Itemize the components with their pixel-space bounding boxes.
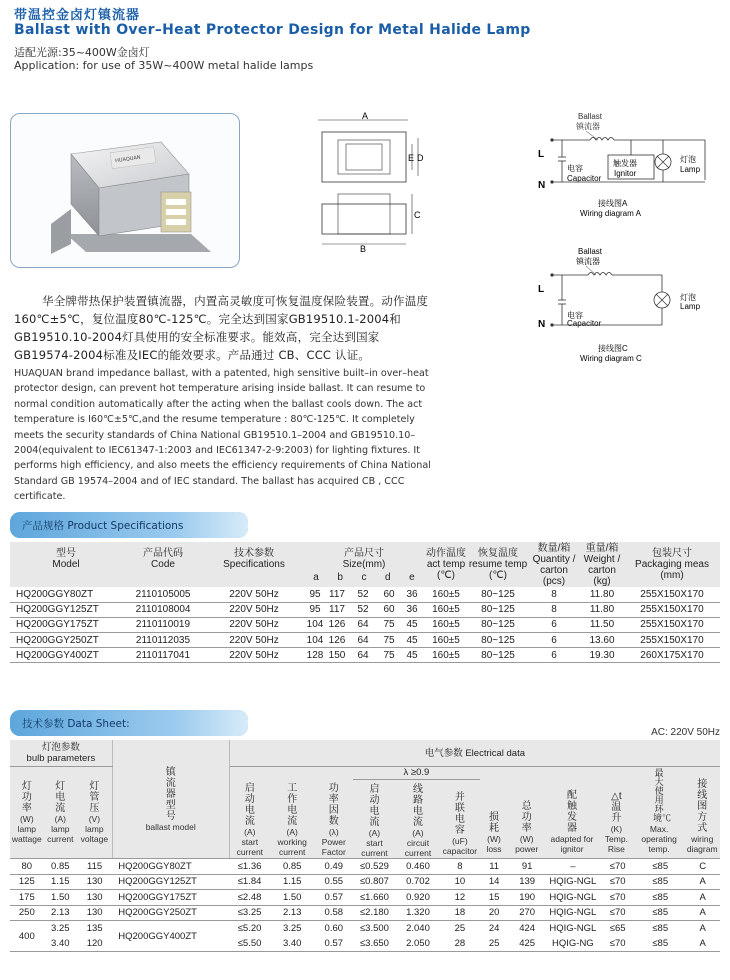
datasheet-cell-work: 1.50 xyxy=(270,890,315,906)
spec-cell-b: 126 xyxy=(328,634,346,646)
spec-cell-c: 64 xyxy=(357,649,369,661)
spec-cell-code: 2110108004 xyxy=(135,604,191,616)
spec-cell-b: 150 xyxy=(328,649,346,661)
th-cap-unit: (uF) xyxy=(452,836,468,846)
datasheet-cell-rise: ≤70 xyxy=(600,859,635,875)
th-size-a: a xyxy=(313,572,319,583)
th-current-unit: (A) xyxy=(54,814,66,824)
datasheet-cell-circuit: 2.040 xyxy=(406,923,430,934)
spec-cell-c: 52 xyxy=(357,588,369,600)
datasheet-cell-pf: 0.57 xyxy=(314,936,353,952)
spec-cell-pack: 255X150X170 xyxy=(640,588,704,600)
datasheet-cell-start: ≤1.36 xyxy=(229,859,270,875)
dim-label-e: E xyxy=(408,153,415,163)
spec-cell-pack: 255X150X170 xyxy=(640,634,704,646)
spec-cell-model: HQ200GGY80ZT xyxy=(16,588,94,600)
th-working-cn: 工作电流 xyxy=(287,783,298,827)
spec-cell-spec: 220V 50Hz xyxy=(229,619,279,631)
datasheet-cell-cap: 10 xyxy=(440,874,480,890)
datasheet-cell-ign: HQIG-NGL xyxy=(546,905,601,921)
th-act-cn: 动作温度 xyxy=(426,548,466,559)
ignitor-label-cn: 触发器 xyxy=(613,159,637,168)
th-code-cn: 产品代码 xyxy=(143,548,183,559)
ignitor-label-en: Ignitor xyxy=(614,169,637,178)
th-start-en: start current xyxy=(236,837,264,857)
spec-cell-e: 45 xyxy=(406,619,418,631)
datasheet-cell-ign: HQIG-NG xyxy=(546,936,601,952)
th-circuit-cn: 线路电流 xyxy=(412,784,423,828)
spec-cell-act: 160±5 xyxy=(432,604,460,616)
spec-cell-resume: 80~125 xyxy=(481,604,515,616)
th-pack-cn: 包装尺寸 xyxy=(652,548,692,559)
datasheet-cell-model: HQ200GGY80ZT xyxy=(112,859,229,875)
th-start2-unit: (A) xyxy=(368,828,381,838)
datasheet-cell-max: ≤85 xyxy=(635,936,685,952)
spec-cell-pack: 255X150X170 xyxy=(640,619,704,631)
dim-label-b: B xyxy=(360,244,367,252)
datasheet-cell-work: 3.40 xyxy=(270,936,315,952)
datasheet-cell-start: ≤2.48 xyxy=(229,890,270,906)
datasheet-cell-power: 139 xyxy=(509,874,546,890)
th-voltage-unit: (V) xyxy=(88,814,101,824)
spec-cell-spec: 220V 50Hz xyxy=(229,649,279,661)
spec-cell-d: 60 xyxy=(383,604,395,616)
spec-cell-a: 104 xyxy=(306,634,324,646)
th-qty-unit: (pcs) xyxy=(542,576,566,587)
datasheet-cell-start2: ≤1.660 xyxy=(353,890,396,906)
line-l: L xyxy=(538,149,545,160)
th-qty-cn: 数量/箱 xyxy=(537,543,571,554)
datasheet-cell-i: 3.25 xyxy=(51,923,70,934)
th-wattage-cn: 灯功率 xyxy=(21,781,32,814)
th-size-en: Size(mm) xyxy=(342,559,386,570)
datasheet-cell-rise: ≤65 xyxy=(609,923,626,934)
spec-cell-resume: 80~125 xyxy=(481,619,515,631)
datasheet-cell-v: 115 xyxy=(77,859,112,875)
th-tech-cn: 技术参数 xyxy=(234,548,274,559)
datasheet-cell-max: ≤85 xyxy=(635,874,685,890)
datasheet-cell-power: 425 xyxy=(509,936,546,952)
description-en: HUAQUAN brand impedance ballast, with a patented, high sensitive built–in over–heat protector design, can prevent hot temperature arising inside ballast. It can resume to normal condition automatically after the acting when the ballast cools down. The act temperature is I60℃±5℃,and the resume temperature : 80℃-125℃. It completely meets the security standards of China National GB19510.1–2004 and GB19510.10–2004(equivalent to IEC61347-1:2003 and IEC61347-2-9:2003) for lighting fixtures. It performs high efficiency, and also meets the efficiency requirements of China National Standard GB 19574–2004 and of IEC standard. The ballast has acquired CB , CCC certificate. xyxy=(14,368,431,503)
spec-cell-weight: 13.60 xyxy=(589,634,615,646)
ballast-label-cn: 镇流器 xyxy=(576,122,600,131)
spec-row xyxy=(10,648,720,663)
spec-cell-resume: 80~125 xyxy=(481,634,515,646)
datasheet-table xyxy=(10,740,720,952)
datasheet-cell-ign: – xyxy=(546,859,601,875)
th-model-en: Model xyxy=(52,559,80,570)
cap-label-cn: 电容 xyxy=(567,164,583,173)
spec-cell-qty: 8 xyxy=(551,604,557,616)
spec-cell-resume: 80~125 xyxy=(481,588,515,600)
page-title-en: Ballast with Over–Heat Protector Design for Metal Halide Lamp xyxy=(14,22,531,38)
ballast-label-en: Ballast xyxy=(578,112,603,121)
spec-cell-code: 2110117041 xyxy=(135,649,191,661)
th-weight-en1: Weight / xyxy=(583,554,621,565)
datasheet-cell-circuit: 0.702 xyxy=(396,874,440,890)
datasheet-cell-diag: A xyxy=(685,874,720,890)
datasheet-cell-start2: ≤0.529 xyxy=(353,859,396,875)
datasheet-cell-ign: HQIG-NGL xyxy=(546,874,601,890)
th-loss-cn: 损耗 xyxy=(489,812,499,834)
th-pack-unit: (mm) xyxy=(660,570,684,581)
datasheet-row xyxy=(10,921,720,937)
th-size-e: e xyxy=(409,572,415,583)
datasheet-cell-pf: 0.57 xyxy=(314,890,353,906)
th-qty-en2: carton xyxy=(540,565,568,576)
datasheet-cell-v: 130 xyxy=(77,890,112,906)
ac-note: AC: 220V 50Hz xyxy=(651,727,720,738)
datasheet-cell-model: HQ200GGY125ZT xyxy=(112,874,229,890)
datasheet-cell-ign: HQIG-NGL xyxy=(549,923,597,934)
datasheet-cell-w: 125 xyxy=(10,874,44,890)
wiring-diagram-a xyxy=(530,110,725,230)
spec-row xyxy=(10,633,720,648)
dim-label-c: C xyxy=(414,210,421,220)
th-model-cn: 型号 xyxy=(56,548,76,559)
description-cn: 华全牌带热保护装置镇流器，内置高灵敏度可恢复温度保险装置。动作温度160℃±5℃，复位温度80℃-125℃。完全达到国家GB19510.1-2004和GB19510.10-2004灯具使用的安全标准要求。能效高，完全达到国家GB19574-2004标准及IEC的能效要求。产品通过 CB、CCC 认证。 xyxy=(14,294,429,362)
spec-banner-title: 产品规格 Product Specifications xyxy=(22,520,184,532)
th-weight-en2: carton xyxy=(588,565,616,576)
th-act-unit: (℃) xyxy=(437,570,455,581)
datasheet-cell-circuit: 2.050 xyxy=(396,936,440,952)
datasheet-cell-power: 270 xyxy=(509,905,546,921)
th-tech-en: Specifications xyxy=(223,559,285,570)
spec-cell-b: 126 xyxy=(328,619,346,631)
spec-row xyxy=(10,602,720,617)
datasheet-cell-cap: 28 xyxy=(440,936,480,952)
th-rise-cn: △t温升 xyxy=(611,791,622,824)
spec-cell-spec: 220V 50Hz xyxy=(229,588,279,600)
spec-cell-model: HQ200GGY125ZT xyxy=(16,604,99,616)
datasheet-row xyxy=(10,859,720,875)
th-act-en: act temp xyxy=(426,559,466,570)
th-pf-unit: (λ) xyxy=(328,827,339,837)
spec-cell-pack: 255X150X170 xyxy=(640,604,704,616)
datasheet-cell-max: ≤85 xyxy=(635,905,685,921)
datasheet-cell-max: ≤85 xyxy=(652,923,669,934)
th-diagram-en: wiring diagram xyxy=(686,834,718,854)
spec-cell-c: 64 xyxy=(357,634,369,646)
th-start-unit: (A) xyxy=(244,827,256,837)
spec-cell-e: 36 xyxy=(406,588,418,600)
elec-group: 电气参数 Electrical data xyxy=(229,740,720,767)
th-power-cn: 总功率 xyxy=(521,801,532,834)
datasheet-cell-rise: ≤70 xyxy=(600,890,635,906)
th-ignitor-cn: 配触发器 xyxy=(567,790,578,834)
dim-label-a: A xyxy=(362,112,369,121)
datasheet-cell-rise: ≤70 xyxy=(600,936,635,952)
datasheet-cell-start: ≤1.84 xyxy=(229,874,270,890)
th-rise-en: Temp. Rise xyxy=(604,834,628,854)
spec-cell-weight: 11.80 xyxy=(589,588,615,600)
datasheet-cell-v: 130 xyxy=(77,874,112,890)
th-size-b: b xyxy=(337,572,343,583)
datasheet-cell-work: 3.25 xyxy=(282,923,302,934)
datasheet-cell-w: 400 xyxy=(10,921,44,952)
datasheet-cell-i: 2.13 xyxy=(44,905,77,921)
spec-cell-d: 75 xyxy=(383,634,395,646)
datasheet-cell-i: 1.50 xyxy=(44,890,77,906)
cap-label-cn: 电容 xyxy=(567,311,583,320)
th-size-cn: 产品尺寸 xyxy=(344,548,384,559)
th-voltage-cn: 灯管压 xyxy=(89,781,100,814)
product-photo xyxy=(10,113,240,268)
datasheet-cell-model: HQ200GGY250ZT xyxy=(112,905,229,921)
spec-cell-model: HQ200GGY250ZT xyxy=(16,634,99,646)
spec-cell-qty: 6 xyxy=(551,619,557,631)
spec-cell-act: 160±5 xyxy=(432,588,460,600)
th-qty-en1: Quantity / xyxy=(532,554,576,565)
th-circuit-unit: (A) xyxy=(412,828,424,838)
th-resume-en: resume temp xyxy=(468,559,528,570)
datasheet-cell-circuit: 0.460 xyxy=(396,859,440,875)
dimension-drawing xyxy=(308,112,428,252)
spec-cell-resume: 80~125 xyxy=(481,649,515,661)
th-current-cn: 灯电流 xyxy=(55,781,66,814)
datasheet-cell-diag: A xyxy=(685,890,720,906)
datasheet-cell-work: 0.85 xyxy=(270,859,315,875)
th-power-en: power xyxy=(515,844,539,854)
datasheet-cell-diag: A xyxy=(699,923,706,934)
spec-cell-a: 104 xyxy=(306,619,324,631)
spec-header-row xyxy=(10,542,720,587)
datasheet-cell-max: ≤85 xyxy=(635,890,685,906)
th-resume-unit: (℃) xyxy=(489,570,507,581)
datasheet-cell-i: 1.15 xyxy=(44,874,77,890)
page-title-cn: 带温控金卤灯镇流器 xyxy=(14,8,141,23)
spec-cell-e: 45 xyxy=(406,634,418,646)
datasheet-cell-cap: 8 xyxy=(440,859,480,875)
th-wattage-en: lamp wattage xyxy=(11,824,42,844)
spec-cell-weight: 11.80 xyxy=(589,604,615,616)
th-loss-en: loss xyxy=(486,844,502,854)
datasheet-cell-loss: 11 xyxy=(480,859,509,875)
datasheet-cell-start2: ≤0.807 xyxy=(353,874,396,890)
datasheet-cell-diag: A xyxy=(685,905,720,921)
spec-cell-d: 75 xyxy=(383,649,395,661)
datasheet-cell-w: 175 xyxy=(10,890,44,906)
th-voltage-en: lamp voltage xyxy=(80,824,109,844)
spec-cell-d: 75 xyxy=(383,619,395,631)
datasheet-cell-w: 80 xyxy=(10,859,44,875)
datasheet-cell-v: 120 xyxy=(77,936,112,952)
datasheet-row xyxy=(10,905,720,921)
spec-cell-spec: 220V 50Hz xyxy=(229,604,279,616)
spec-cell-a: 128 xyxy=(306,649,324,661)
th-model-en: ballast model xyxy=(145,821,196,832)
spec-cell-spec: 220V 50Hz xyxy=(229,634,279,646)
datasheet-cell-pf: 0.49 xyxy=(314,859,353,875)
datasheet-cell-pf: 0.58 xyxy=(314,905,353,921)
spec-cell-a: 95 xyxy=(309,588,321,600)
th-pf-cn: 功率因数 xyxy=(328,783,339,827)
spec-cell-model: HQ200GGY175ZT xyxy=(16,619,99,631)
spec-cell-e: 36 xyxy=(406,604,418,616)
datasheet-cell-circuit: 0.920 xyxy=(396,890,440,906)
datasheet-cell-pf: 0.55 xyxy=(314,874,353,890)
spec-cell-qty: 6 xyxy=(551,649,557,661)
datasheet-cell-circuit: 1.320 xyxy=(396,905,440,921)
subtitle-en: Application: for use of 35W~400W metal halide lamps xyxy=(14,59,314,72)
datasheet-cell-v: 130 xyxy=(77,905,112,921)
datasheet-cell-model: HQ200GGY175ZT xyxy=(112,890,229,906)
spec-table xyxy=(10,542,720,663)
bulb-group-cn: 灯泡参数 xyxy=(41,742,80,753)
datasheet-cell-loss: 24 xyxy=(488,923,500,934)
spec-cell-weight: 11.50 xyxy=(589,619,615,631)
th-ignitor-en: adapted for ignitor xyxy=(550,834,594,854)
th-cap-en: capacitor xyxy=(442,846,478,856)
spec-row xyxy=(10,617,720,632)
datasheet-cell-ign: HQIG-NGL xyxy=(546,890,601,906)
th-start2-en: start current xyxy=(361,838,388,858)
datasheet-cell-max: ≤85 xyxy=(635,859,685,875)
cap-label-en: Capacitor xyxy=(567,319,602,328)
spec-cell-code: 2110112035 xyxy=(135,634,191,646)
lamp-label-cn: 灯泡 xyxy=(680,293,696,302)
datasheet-cell-pf: 0.60 xyxy=(324,923,344,934)
spec-banner xyxy=(10,512,248,538)
datasheet-cell-power: 190 xyxy=(509,890,546,906)
caption-en: Wiring diagram C xyxy=(580,354,642,363)
spec-cell-act: 160±5 xyxy=(432,634,460,646)
spec-cell-b: 117 xyxy=(329,604,345,616)
spec-cell-qty: 6 xyxy=(551,634,557,646)
dim-label-d: D xyxy=(417,153,424,163)
th-working-en: working current xyxy=(277,837,307,857)
datasheet-row xyxy=(10,874,720,890)
datasheet-cell-start2: ≤2.180 xyxy=(353,905,396,921)
datasheet-row xyxy=(10,890,720,906)
ballast-image xyxy=(11,114,240,268)
spec-cell-act: 160±5 xyxy=(432,619,460,631)
th-pack-en: Packaging meas xyxy=(635,559,709,570)
spec-cell-c: 64 xyxy=(357,619,369,631)
th-size-c: c xyxy=(361,572,367,583)
lamp-label-en: Lamp xyxy=(680,165,701,174)
lamp-label-cn: 灯泡 xyxy=(680,155,696,164)
th-working-unit: (A) xyxy=(286,827,298,837)
th-rise-unit: (K) xyxy=(610,824,623,834)
th-wattage-unit: (W) xyxy=(19,814,34,824)
datasheet-cell-start2: ≤3.500 xyxy=(359,923,389,934)
th-start-cn: 启动电流 xyxy=(244,783,255,827)
th-circuit-en: circuit current xyxy=(404,838,432,858)
th-weight-cn: 重量/箱 xyxy=(585,543,619,554)
caption-en: Wiring diagram A xyxy=(580,209,641,218)
lamp-label-en: Lamp xyxy=(680,302,701,311)
datasheet-cell-loss: 14 xyxy=(480,874,509,890)
datasheet-cell-work: 2.13 xyxy=(270,905,315,921)
th-diagram-cn: 接线图方式 xyxy=(697,779,708,834)
line-n: N xyxy=(538,319,546,330)
th-size-d: d xyxy=(385,572,391,583)
cap-label-en: Capacitor xyxy=(567,174,602,183)
datasheet-cell-model: HQ200GGY400ZT xyxy=(112,921,229,952)
th-power-unit: (W) xyxy=(519,834,534,844)
spec-cell-c: 52 xyxy=(357,604,369,616)
datasheet-cell-start: ≤5.20 xyxy=(237,923,262,934)
th-cap-cn: 并联电容 xyxy=(454,792,465,836)
th-resume-cn: 恢复温度 xyxy=(478,548,518,559)
th-maxtemp-cn: 最大使用环境℃ xyxy=(653,768,672,823)
datasheet-cell-i: 3.40 xyxy=(44,936,77,952)
spec-cell-pack: 260X175X170 xyxy=(640,649,704,661)
spec-row xyxy=(10,587,720,602)
datasheet-cell-v: 135 xyxy=(86,923,103,934)
line-l: L xyxy=(538,284,545,295)
datasheet-cell-loss: 25 xyxy=(480,936,509,952)
caption-cn: 接线图C xyxy=(598,344,628,353)
spec-cell-d: 60 xyxy=(383,588,395,600)
datasheet-cell-diag: C xyxy=(685,859,720,875)
spec-cell-a: 95 xyxy=(309,604,321,616)
wiring-diagram-c xyxy=(530,245,725,365)
datasheet-cell-i: 0.85 xyxy=(44,859,77,875)
datasheet-cell-start2: ≤3.650 xyxy=(353,936,396,952)
datasheet-cell-loss: 15 xyxy=(480,890,509,906)
datasheet-cell-start: ≤5.50 xyxy=(229,936,270,952)
datasheet-cell-cap: 12 xyxy=(440,890,480,906)
spec-cell-act: 160±5 xyxy=(432,649,460,661)
caption-cn: 接线图A xyxy=(598,199,628,208)
bulb-group-en: bulb parameters xyxy=(26,753,96,764)
spec-cell-code: 2110105005 xyxy=(135,588,191,600)
datasheet-cell-power: 424 xyxy=(519,923,536,934)
datasheet-banner xyxy=(10,710,248,736)
subtitle-cn: 适配光源:35~400W金卤灯 xyxy=(14,46,150,59)
th-maxtemp-en: Max. operating temp. xyxy=(641,824,677,854)
ballast-label-cn: 镇流器 xyxy=(576,257,600,266)
datasheet-banner-title: 技术参数 Data Sheet: xyxy=(22,718,130,730)
datasheet-cell-rise: ≤70 xyxy=(600,874,635,890)
th-current-en: lamp current xyxy=(47,824,74,844)
th-weight-unit: (kg) xyxy=(593,576,611,587)
th-start2-cn: 启动电流 xyxy=(369,784,380,828)
datasheet-cell-loss: 20 xyxy=(480,905,509,921)
th-pf-en: Power Factor xyxy=(321,837,346,857)
spec-cell-weight: 19.30 xyxy=(589,649,615,661)
datasheet-cell-cap: 25 xyxy=(454,923,466,934)
spec-cell-e: 45 xyxy=(406,649,418,661)
spec-cell-model: HQ200GGY400ZT xyxy=(16,649,99,661)
lambda-group: λ ≥0.9 xyxy=(353,767,480,780)
spec-cell-b: 117 xyxy=(329,588,345,600)
th-code-en: Code xyxy=(151,559,175,570)
line-n: N xyxy=(538,180,546,191)
datasheet-cell-power: 91 xyxy=(509,859,546,875)
ballast-label-en: Ballast xyxy=(578,247,603,256)
datasheet-cell-work: 1.15 xyxy=(270,874,315,890)
th-model-cn: 镇流器型号 xyxy=(165,766,176,822)
th-loss-unit: (W) xyxy=(487,834,501,844)
datasheet-cell-cap: 18 xyxy=(440,905,480,921)
svg-text:HUAQUAN: HUAQUAN xyxy=(114,154,141,165)
datasheet-cell-diag: A xyxy=(685,936,720,952)
datasheet-cell-start: ≤3.25 xyxy=(229,905,270,921)
spec-cell-qty: 8 xyxy=(551,588,557,600)
datasheet-cell-w: 250 xyxy=(10,905,44,921)
datasheet-cell-rise: ≤70 xyxy=(600,905,635,921)
spec-cell-code: 2110110019 xyxy=(135,619,191,631)
